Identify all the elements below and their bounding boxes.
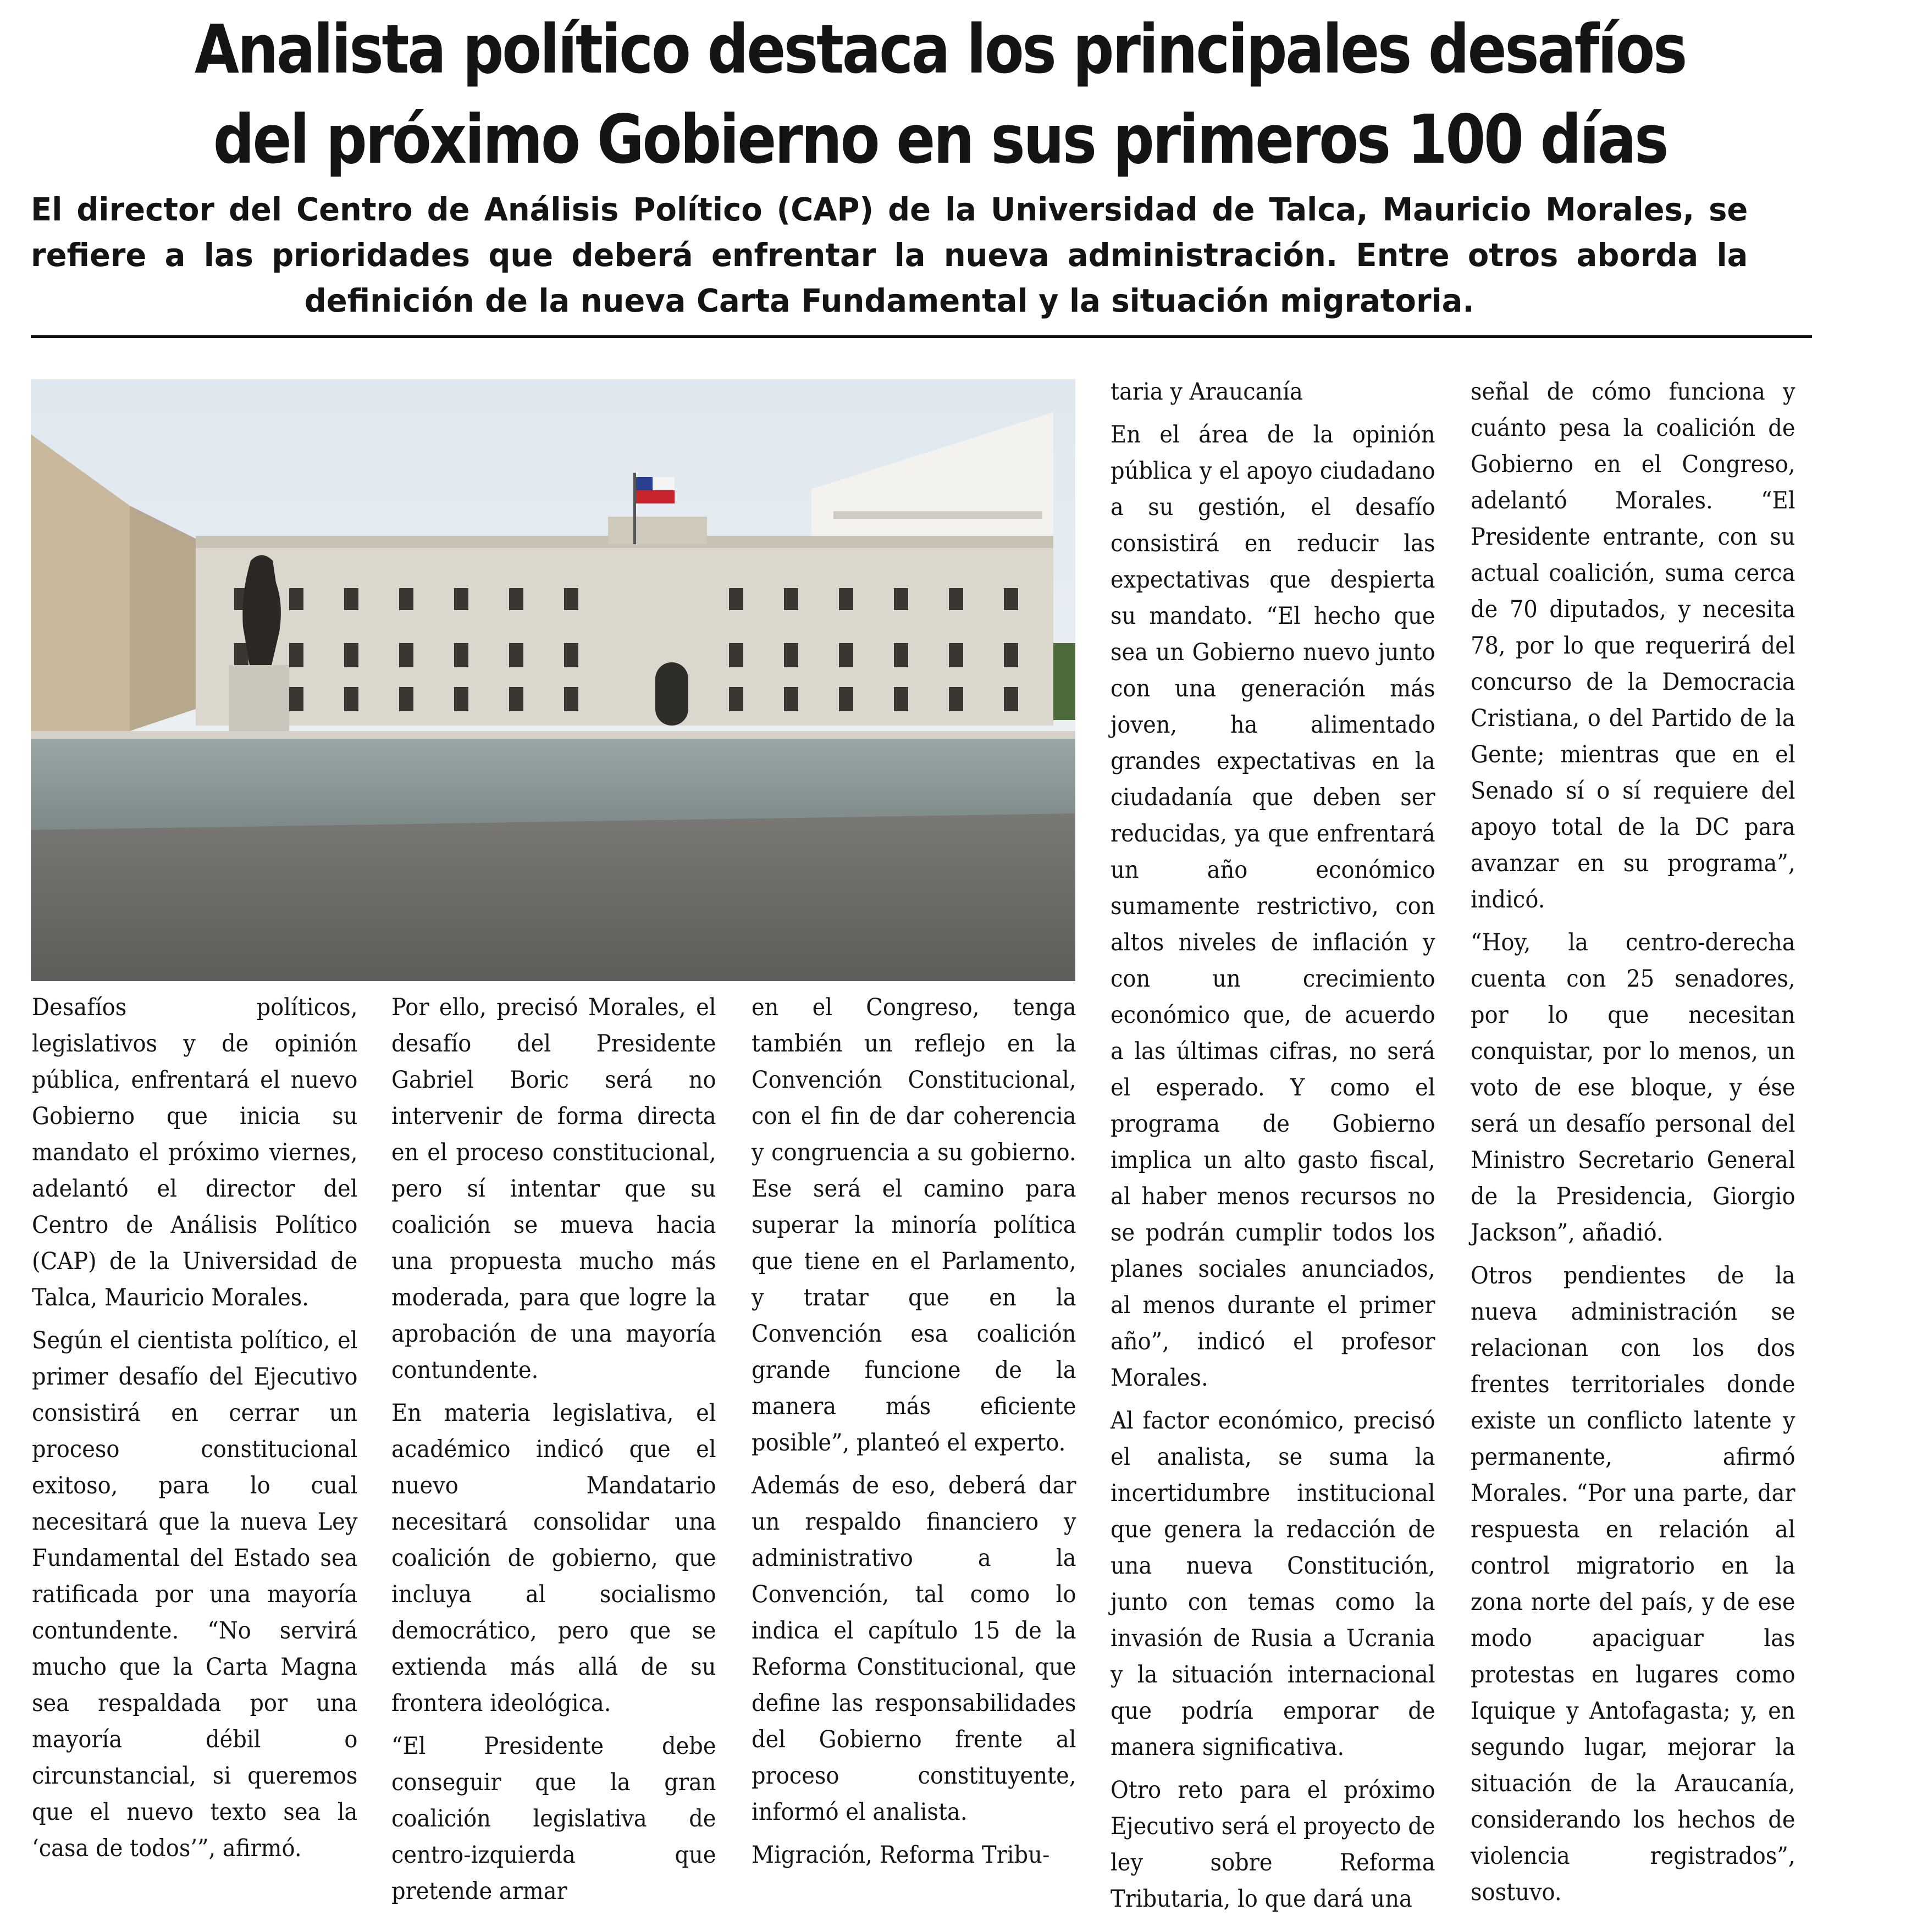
headline: [160, 4, 1720, 185]
headline-divider: [31, 335, 1812, 338]
article-photo-la-moneda: [31, 379, 1075, 981]
paragraph: Otros pendientes de la nueva administración se relacionan con los dos frentes territoriales donde existe un conflicto latente y permanente, afirmó Morales. “Por una parte, dar respuesta en relación al control migratorio en la zona norte del país, y de ese modo apaciguar las protestas en lugares como Iquique y Antofagasta; y, en segundo lugar, mejorar la situación de la Araucanía, considerando los hechos de violencia registrados”, sostuvo.: [1471, 1262, 1795, 1906]
palace-door: [655, 662, 688, 726]
text-column-2: [391, 989, 716, 1916]
headline-line-2: del próximo Gobierno en sus primeros 100 días: [213, 101, 1667, 179]
paragraph: en el Congreso, tenga también un reflejo en la Convención Constitucional, con el fin de dar coherencia y congruencia a su gobierno. Ese será el camino para superar la minoría política que tiene en el Parlamento, y tratar que en la Convención esa coalición grande funcione de la manera más eficiente posible”, planteó el experto.: [752, 994, 1076, 1457]
paragraph: En materia legislativa, el académico indicó que el nuevo Mandatario necesitará consolidar una coalición de gobierno, que incluya al socialismo democrático, pero que se extienda más allá de su frontera ideológica.: [391, 1399, 716, 1717]
subheading: Migración, Reforma Tribu-: [752, 1841, 1050, 1869]
text-column-1: [32, 989, 357, 1873]
subheading-continued: taria y Araucanía: [1111, 378, 1303, 406]
paragraph: Además de eso, deberá dar un respaldo financiero y administrativo a la Convención, tal como lo indica el capítulo 15 de la Reforma Constitucional, que define las responsabilidades del Gobierno frente al proceso constituyente, informó el analista.: [752, 1472, 1076, 1826]
headline-line-1: Analista político destaca los principales desafíos: [194, 10, 1686, 88]
lead-paragraph: El director del Centro de Análisis Político (CAP) de la Universidad de Talca, Mauricio Morales, se refiere a las prioridades que deberá enfrentar la nueva administración. Entre otros aborda la definición de la nueva Carta Fundamental y la situación migratoria.: [31, 191, 1748, 319]
chilean-flag: [636, 477, 653, 490]
paragraph: Desafíos políticos, legislativos y de opinión pública, enfrentará el nuevo Gobierno que inicia su mandato el próximo viernes, adelantó el director del Centro de Análisis Político (CAP) de la Universidad de Talca, Mauricio Morales.: [32, 994, 358, 1311]
text-column-5: [1471, 374, 1795, 1917]
pavement: [31, 813, 1075, 981]
text-column-4: [1111, 374, 1435, 1924]
paragraph: “Hoy, la centro-derecha cuenta con 25 senadores, por lo que necesitan conquistar, por lo menos, un voto de ese bloque, y ése será un desafío personal del Ministro Secretario General de la Presidencia, Giorgio Jackson”, añadió.: [1471, 929, 1795, 1247]
paragraph: “El Presidente debe conseguir que la gran coalición legislativa de centro-izquierda que pretende armar: [391, 1732, 716, 1905]
paragraph: En el área de la opinión pública y el apoyo ciudadano a su gestión, el desafío consistirá en reducir las expectativas que despierta su mandato. “El hecho que sea un Gobierno nuevo junto con una generación más joven, ha alimentado grandes expectativas en la ciudadanía que deben ser reducidas, ya que enfrentará un año económico sumamente restrictivo, con altos niveles de inflación y con un crecimiento económico que, de acuerdo a las últimas cifras, no será el esperado. Y como el programa de Gobierno implica un alto gasto fiscal, al haber menos recursos no se podrán cumplir todos los planes sociales anunciados, al menos durante el primer año”, indicó el profesor Morales.: [1111, 421, 1435, 1392]
palace-facade: [196, 544, 1053, 726]
paragraph: Al factor económico, precisó el analista, se suma la incertidumbre institucional que genera la redacción de una nueva Constitución, junto con temas como la invasión de Rusia a Ucrania y la situación internacional que podría emporar de manera significativa.: [1111, 1407, 1435, 1761]
palace-photo-illustration: [31, 379, 1075, 981]
paragraph: Otro reto para el próximo Ejecutivo será el proyecto de ley sobre Reforma Tributaria, lo que dará una: [1111, 1776, 1435, 1913]
flagpole: [633, 473, 636, 544]
paragraph: Según el cientista político, el primer desafío del Ejecutivo consistirá en cerrar un proceso constitucional exitoso, para lo cual necesitará que la nueva Ley Fundamental del Estado sea ratificada por una mayoría contundente. “No servirá mucho que la Carta Magna sea respaldada por una mayoría débil o circunstancial, si queremos que el nuevo texto sea la ‘casa de todos’”, afirmó.: [32, 1327, 358, 1862]
paragraph: señal de cómo funciona y cuánto pesa la coalición de Gobierno en el Congreso, adelantó Morales. “El Presidente entrante, con su actual coalición, suma cerca de 70 diputados, y necesita 78, por lo que requerirá del concurso de la Democracia Cristiana, o del Partido de la Gente; mientras que en el Senado sí o sí requiere del apoyo total de la DC para avanzar en su programa”, indicó.: [1471, 378, 1795, 914]
paragraph: Por ello, precisó Morales, el desafío del Presidente Gabriel Boric será no intervenir de forma directa en el proceso constitucional, pero sí intentar que su coalición se mueva hacia una propuesta mucho más moderada, para que logre la aprobación de una mayoría contundente.: [391, 994, 716, 1384]
text-column-3: [752, 989, 1076, 1880]
